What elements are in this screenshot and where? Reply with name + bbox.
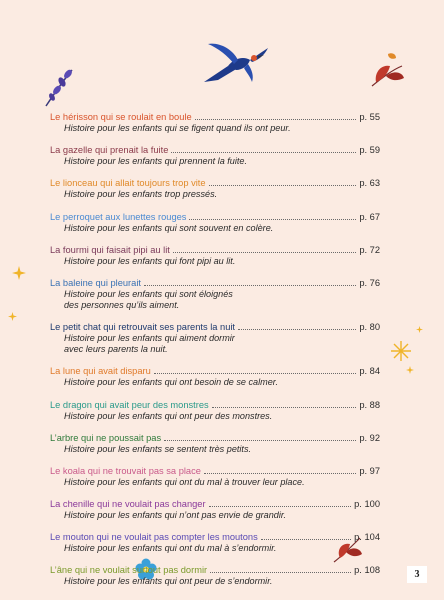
story-title[interactable]: L’arbre qui ne poussait pas [50, 432, 162, 443]
toc-entry[interactable] [50, 278, 380, 311]
story-description [64, 510, 380, 521]
dot-leader [238, 329, 356, 330]
description-line: avec leurs parents la nuit. [64, 344, 168, 355]
toc-entry[interactable] [50, 178, 380, 200]
toc-entry-heading [50, 278, 380, 289]
story-title[interactable]: La gazelle qui prenait la fuite [50, 145, 169, 156]
description-line: Histoire pour les enfants qui n’ont pas envie de grandir. [64, 510, 287, 521]
story-description [64, 123, 380, 134]
dot-leader [209, 185, 357, 186]
page-reference: p. 108 [354, 565, 380, 576]
dot-leader [189, 219, 356, 220]
page-reference: p. 59 [359, 145, 380, 156]
toc-entry[interactable] [50, 499, 380, 521]
sparkle-star-icon [416, 326, 423, 333]
story-description [64, 377, 380, 388]
toc-entry-heading [50, 212, 380, 223]
dot-leader [195, 119, 357, 120]
story-title[interactable]: La chenille qui ne voulait pas changer [50, 499, 206, 510]
sparkle-star-icon [12, 266, 26, 280]
description-line: Histoire pour les enfants qui ont peur de s’endormir. [64, 576, 273, 587]
dot-leader [210, 572, 351, 573]
story-description [64, 477, 380, 488]
lavender-sprig-icon [42, 66, 78, 108]
toc-entry-heading [50, 466, 380, 477]
description-line: Histoire pour les enfants qui ont peur des monstres. [64, 410, 273, 421]
story-description [64, 543, 380, 554]
toc-entry-heading [50, 433, 380, 444]
description-line: Histoire pour les enfants qui aiment dormir [64, 333, 235, 344]
description-line: Histoire pour les enfants qui sont éloignés [64, 288, 233, 299]
toc-entry[interactable] [50, 145, 380, 167]
story-description [64, 189, 380, 200]
toc-entry[interactable] [50, 212, 380, 234]
dot-leader [204, 473, 356, 474]
page-number: 3 [407, 566, 427, 583]
story-description [64, 256, 380, 267]
story-title[interactable]: Le dragon qui avait peur des monstres [50, 399, 209, 410]
description-line: Histoire pour les enfants se sentent très petits. [64, 443, 252, 454]
table-of-contents [50, 112, 380, 599]
story-title[interactable]: Le hérisson qui se roulait en boule [50, 112, 192, 122]
description-line: des personnes qu’ils aiment. [64, 299, 180, 310]
description-line: Histoire pour les enfants qui font pipi au lit. [64, 255, 236, 266]
toc-entry[interactable] [50, 322, 380, 355]
story-title[interactable]: Le lionceau qui allait toujours trop vite [50, 178, 206, 189]
dot-leader [171, 152, 356, 153]
story-title[interactable]: Le koala qui ne trouvait pas sa place [50, 465, 201, 476]
toc-entry-heading [50, 178, 380, 189]
page-reference: p. 76 [359, 277, 380, 288]
page-reference: p. 97 [359, 465, 380, 476]
story-description [64, 333, 380, 355]
story-title[interactable]: Le petit chat qui retrouvait ses parents la nuit [50, 322, 236, 333]
toc-entry-heading [50, 322, 380, 333]
story-description [64, 444, 380, 455]
dot-leader [164, 440, 356, 441]
story-title[interactable]: La lune qui avait disparu [50, 366, 151, 377]
toc-entry[interactable] [50, 433, 380, 455]
page-reference: p. 92 [359, 432, 380, 443]
page-reference: p. 80 [359, 322, 380, 333]
toc-entry-heading [50, 366, 380, 377]
toc-entry[interactable] [50, 112, 380, 134]
page-reference: p. 100 [354, 499, 380, 510]
description-line: Histoire pour les enfants qui ont du mal à trouver leur place. [64, 476, 305, 487]
dot-leader [173, 252, 356, 253]
description-line: Histoire pour les enfants trop pressés. [64, 189, 218, 200]
toc-entry-heading [50, 532, 380, 543]
description-line: Histoire pour les enfants qui prennent la fuite. [64, 156, 247, 167]
story-title[interactable]: L’âne qui ne voulait surtout pas dormir [50, 565, 208, 576]
toc-entry[interactable] [50, 466, 380, 488]
page-reference: p. 67 [359, 211, 380, 222]
dot-leader [209, 506, 352, 507]
dot-leader [144, 285, 356, 286]
story-title[interactable]: Le perroquet aux lunettes rouges [50, 211, 187, 222]
toc-entry-heading [50, 499, 380, 510]
toc-entry-heading [50, 245, 380, 256]
story-description [64, 156, 380, 167]
page-reference: p. 88 [359, 399, 380, 410]
autumn-leaves-icon [368, 48, 408, 94]
swallow-icon [198, 38, 276, 84]
sparkle-star-icon [390, 340, 412, 362]
toc-entry-heading [50, 145, 380, 156]
toc-entry[interactable] [50, 366, 380, 388]
toc-entry[interactable] [50, 245, 380, 267]
story-title[interactable]: Le mouton qui ne voulait pas compter les moutons [50, 532, 258, 543]
page-reference: p. 55 [359, 112, 380, 122]
toc-entry[interactable] [50, 565, 380, 587]
page-reference: p. 72 [359, 244, 380, 255]
dot-leader [154, 373, 357, 374]
story-description [64, 411, 380, 422]
toc-entry[interactable] [50, 400, 380, 422]
dot-leader [212, 407, 357, 408]
story-description [64, 223, 380, 234]
description-line: Histoire pour les enfants qui sont souvent en colère. [64, 222, 274, 233]
story-description [64, 576, 380, 587]
description-line: Histoire pour les enfants qui ont du mal à s’endormir. [64, 543, 277, 554]
sparkle-star-icon [8, 312, 17, 321]
description-line: Histoire pour les enfants qui se figent quand ils ont peur. [64, 123, 291, 133]
dot-leader [261, 539, 351, 540]
toc-entry[interactable] [50, 532, 380, 554]
sparkle-star-icon [406, 366, 414, 374]
page-reference: p. 104 [354, 532, 380, 543]
description-line: Histoire pour les enfants qui ont besoin de se calmer. [64, 377, 278, 388]
toc-entry-heading [50, 400, 380, 411]
toc-entry-heading [50, 112, 380, 123]
page-reference: p. 63 [359, 178, 380, 189]
page-reference: p. 84 [359, 366, 380, 377]
story-title[interactable]: La baleine qui pleurait [50, 277, 141, 288]
toc-entry-heading [50, 565, 380, 576]
story-description [64, 289, 380, 311]
story-title[interactable]: La fourmi qui faisait pipi au lit [50, 244, 170, 255]
